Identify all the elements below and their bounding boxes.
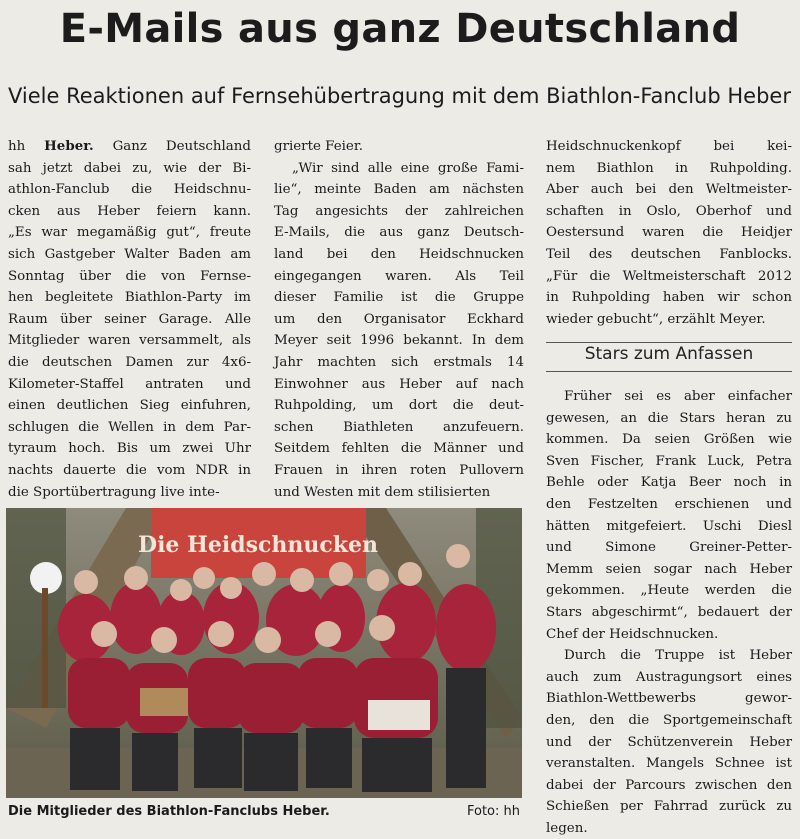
text-line: und Simone Greiner-Petter-	[546, 540, 792, 556]
article-headline: E-Mails aus ganz Deutschland	[59, 6, 741, 52]
text-line: wieder gebucht“, erzählt Meyer.	[546, 311, 766, 327]
article-column-3-continued	[546, 386, 792, 839]
text-line: nachts dauerte die vom NDR in	[8, 462, 251, 478]
text-line: Ruhpolding, um dort die deut-	[274, 398, 524, 414]
text-line: Memm seien sogar nach Heber	[546, 561, 792, 577]
text-line: Frauen in ihren roten Pullovern	[274, 462, 524, 478]
article-column-2	[274, 136, 524, 503]
text-line: Jahr machten sich erstmals 14	[274, 354, 524, 370]
dateline-place: Heber.	[44, 138, 94, 154]
text-line: land bei den Heidschnucken	[274, 246, 524, 262]
text-line: schen Biathleten anzufeuern.	[274, 419, 524, 435]
text-line: den Festzelten erschienen und	[546, 496, 792, 512]
text-line: hen begleitete Biathlon-Party im	[8, 290, 251, 306]
text-line: die deutschen Damen zur 4x6-	[8, 354, 251, 370]
section-heading: Stars zum Anfassen	[584, 344, 754, 364]
photo-credit: Foto: hh	[466, 804, 520, 819]
text-line: „Wir sind alle eine große Fami-	[292, 160, 524, 176]
text-line: Schießen per Fahrrad zurück zu	[546, 799, 792, 815]
text-line: kommen. Da seien Größen wie	[546, 432, 792, 448]
text-line: in Ruhpolding haben wir schon	[546, 290, 792, 306]
text-line: gewesen, an die Stars heran zu	[546, 410, 792, 426]
text-line: Sven Fischer, Frank Luck, Petra	[546, 453, 792, 469]
text-line: Einwohner aus Heber auf nach	[274, 376, 524, 392]
text-line: um den Organisator Eckhard	[274, 311, 524, 327]
text-line: lie“, meinte Baden am nächsten	[274, 182, 524, 198]
text-line: sah jetzt dabei zu, wie der Bi-	[8, 160, 251, 176]
text-line: Sonntag über die von Fernse-	[8, 268, 251, 284]
text-line: Seitdem fehlten die Männer und	[274, 441, 524, 457]
text-line: Tag angesichts der zahlreichen	[274, 203, 524, 219]
text-line: legen.	[546, 820, 588, 836]
text-line: cken aus Heber feiern kann.	[8, 203, 251, 219]
text-line: dieser Familie ist die Gruppe	[274, 290, 524, 306]
text-line: Chef der Heidschnucken.	[546, 626, 719, 642]
text-line: Aber auch bei den Weltmeister-	[546, 182, 792, 198]
text-line: gekommen. „Heute werden die	[546, 583, 792, 599]
text-line: Heidschnuckenkopf bei kei-	[546, 139, 792, 154]
text-line: Biathlon-Wettbewerbs gewor-	[546, 691, 792, 707]
text-line: Meyer seit 1996 bekannt. In dem	[274, 333, 524, 349]
text-line: Oestersund waren die Heidjer	[546, 225, 792, 241]
text-line: nem Biathlon in Ruhpolding.	[546, 160, 792, 176]
text-line: hh Heber. Ganz Deutschland	[8, 138, 251, 154]
text-line: hätten mitgefeiert. Uschi Diesl	[546, 518, 792, 534]
text-line: eingegangen waren. Als Teil	[274, 268, 524, 284]
text-line: tyraum hoch. Bis um zwei Uhr	[8, 441, 251, 457]
text-line: Kilometer-Staffel antraten und	[8, 376, 251, 392]
text-line: einen deutlichen Sieg einfuhren,	[8, 398, 251, 414]
text-line: Früher sei es aber einfacher	[564, 389, 792, 404]
group-photo	[6, 508, 522, 798]
text-line: Raum über seiner Garage. Alle	[8, 311, 251, 327]
text-line: sich Gastgeber Walter Baden am	[8, 246, 251, 262]
text-line: veranstalten. Mangels Schnee ist	[546, 756, 792, 772]
text-line: E-Mails, die aus ganz Deutsch-	[274, 225, 524, 241]
photo-caption	[8, 804, 520, 819]
text-line: schaften in Oslo, Oberhof und	[546, 203, 792, 219]
article-subheadline: Viele Reaktionen auf Fernsehübertragung mit dem Biathlon-Fanclub Heber	[8, 84, 791, 108]
text-line: und Westen mit dem stilisierten	[274, 484, 491, 500]
article-column-3	[546, 136, 792, 330]
text-line: Mitglieder waren versammelt, als	[8, 333, 251, 349]
banner-text: Die Heidschnucken	[137, 532, 379, 558]
text-line: grierte Feier.	[274, 139, 364, 154]
wooden-sheep-left	[140, 688, 188, 716]
text-line: und der Schützenverein Heber	[546, 734, 792, 750]
wooden-sheep-right	[368, 700, 430, 730]
caption-text: Die Mitglieder des Biathlon-Fanclubs Heber.	[8, 804, 330, 819]
text-line: „Es war megamäßig gut“, freute	[8, 225, 251, 241]
text-line: schlugen die Wellen in dem Par-	[8, 419, 251, 435]
text-line: athlon-Fanclub die Heidschnu-	[8, 182, 251, 198]
article-column-1	[8, 136, 251, 503]
text-line: Teil des deutschen Fanblocks.	[546, 246, 792, 262]
text-line: dabei der Parcours zwischen den	[546, 777, 792, 793]
text-line: Durch die Truppe ist Heber	[564, 648, 792, 664]
text-line: Stars abgeschirmt“, bedauert der	[546, 604, 792, 620]
text-line: Behle oder Katja Beer noch in	[546, 475, 792, 491]
text-line: „Für die Weltmeisterschaft 2012	[546, 268, 792, 284]
text-line: den, den die Sportgemeinschaft	[546, 712, 792, 728]
text-line: auch zum Austragungsort eines	[546, 669, 792, 685]
text-line: die Sportübertragung live inte-	[8, 484, 220, 500]
